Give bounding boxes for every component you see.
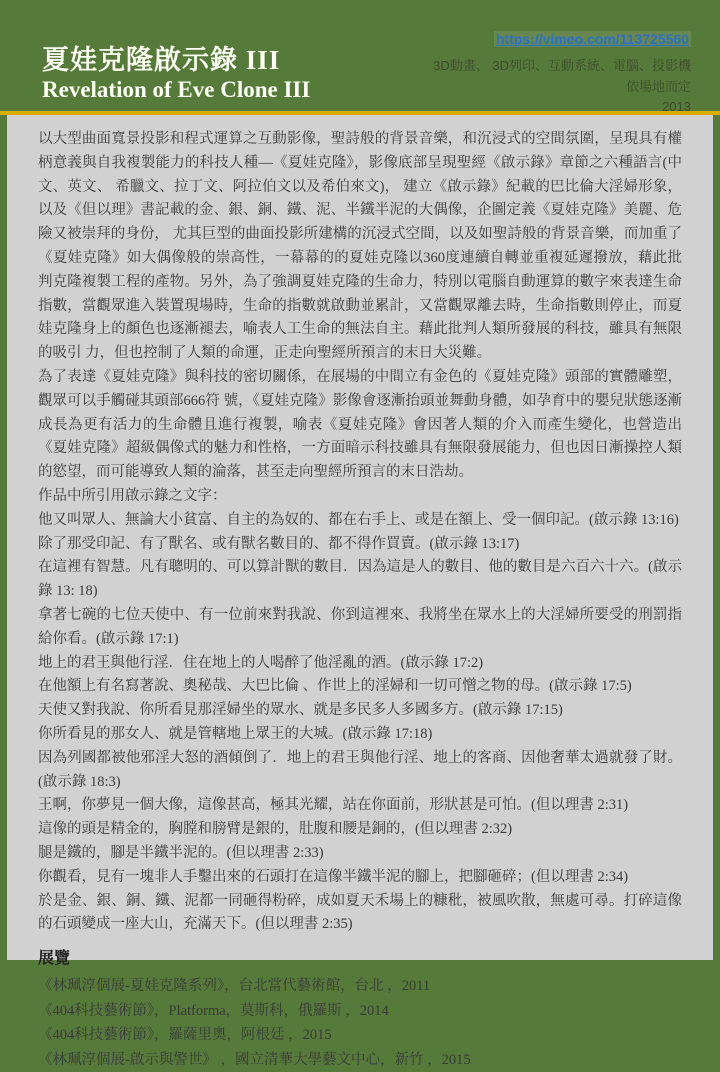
scripture-quote: 腿是鐵的，腳是半鐵半泥的。(但以理書 2:33) [38,844,324,861]
scripture-quote: 在這裡有智慧。凡有聰明的、可以算計獸的數目．因為這是人的數目、他的數目是六百六十六。(啟示錄 13: 18) [38,559,682,600]
scripture-quote: 於是金、銀、銅、鐵、泥都一同砸得粉碎，成如夏天禾場上的糠秕，被風吹散，無處可尋。打碎這像的石頭變成一座大山，充滿天下。(但以理書 2:35) [38,892,682,933]
exhibition-item: 《林珮淳個展-夏娃克隆系列》，台北當代藝術館，台北 ，2011 [38,978,431,995]
scripture-quote: 在他額上有名寫著說、奧秘哉、大巴比倫 、作世上的淫婦和一切可憎之物的母。(啟示錄 17:5) [38,678,632,695]
vimeo-link[interactable]: https://vimeo.com/113725560 [496,31,689,47]
exhibition-item: 《林珮淳個展-啟示與警世》 ，國立清華大學藝文中心，新竹 ，2015 [38,1051,471,1068]
description-paragraph: 為了表達《夏娃克隆》與科技的密切關係，在展場的中間立有金色的《夏娃克隆》頭部的實體雕塑，觀眾可以手觸碰其頭部666符 號，《夏娃克隆》影像會逐漸抬頭並舞動身體，如孕育中的嬰兒狀態逐漸成長為更有活力的生命體且進行複製，喻表《夏娃克隆》會因著人類的介入而產生變化，也營造出《夏娃克隆》超級偶像式的魅力和性格，一方面暗示科技雖具有無限發展能力，但也因日漸操控人類的慾望，而可能導致人類的淪落，甚至走向聖經所預言的末日浩劫。 [38,368,682,481]
scripture-quote: 地上的君王與他行淫．住在地上的人喝醉了他淫亂的酒。(啟示錄 17:2) [38,654,484,671]
content-panel [7,115,713,1068]
dimensions-line: 依場地而定 [625,78,691,94]
scripture-quote: 天使又對我說、你所看見那淫婦坐的眾水、就是多民多人多國多方。(啟示錄 17:15) [38,702,563,719]
scripture-quotes [38,509,682,937]
exhibition-item: 《404科技藝術節》，羅薩里奧，阿根廷 ，2015 [38,1027,332,1044]
artwork-title-en: Revelation of Eve Clone III [42,77,311,102]
description-paragraphs [38,128,682,485]
title-block [42,44,310,103]
scripture-quote: 王啊，你夢見一個大像，這像甚高，極其光耀，站在你面前，形狀甚是可怕。(但以理書 2:31) [38,797,629,814]
scripture-quote: 他又叫眾人、無論大小貧富、自主的為奴的、都在右手上、或是在額上、受一個印記。(啟示錄 13:16) [38,511,679,528]
scripture-quote: 因為列國都被他邪淫大怒的酒傾倒了．地上的君王與他行淫、地上的客商、因他奢華太過就發了財。(啟示錄 18:3) [38,749,682,790]
scripture-quote: 你所看見的那女人、就是管轄地上眾王的大城。(啟示錄 17:18) [38,725,433,742]
scripture-quote: 你觀看，見有一塊非人手鑿出來的石頭打在這像半鐵半泥的腳上，把腳砸碎；(但以理書 2:34) [38,868,629,885]
page-header [0,0,720,114]
exhibition-heading: 展覽 [38,950,71,968]
scripture-quote: 拿著七碗的七位天使中、有一位前來對我說、你到這裡來、我將坐在眾水上的大淫婦所要受的刑罰指給你看。(啟示錄 17:1) [38,606,682,647]
artwork-title-zh: 夏娃克隆啟示錄 III [42,45,281,75]
year-line: 2013 [662,99,691,114]
description-paragraph: 以大型曲面寬景投影和程式運算之互動影像，聖詩般的背景音樂，和沉浸式的空間氛圍，呈現具有權柄意義與自我複製能力的科技人種—《夏娃克隆》，影像底部呈現聖經《啟示錄》章節之六種語言(中文、英文、 希臘文、拉丁文、阿拉伯文以及希伯來文)， 建立《啟示錄》紀載的巴比倫大淫婦形象， 以及《但以理》書記載的金、銀、銅、鐵、泥、半鐵半泥的大偶像，企圖定義《夏娃克隆》美麗、危險又被崇拜的身份， 尤其巨型的曲面投影所建構的沉浸式空間，以及如聖詩般的背景音樂，而加重了《夏娃克隆》如大偶像般的崇高性，一幕幕的的夏娃克隆以360度連續自轉並重複延遲撥放，藉此批判克隆複製工程的產物。另外，為了強調夏娃克隆的生命力，特別以電腦自動運算的數字來表達生命指數，當觀眾進入裝置現場時，生命的指數就啟動並累計，又當觀眾離去時，生命指數則停止，而夏娃克隆身上的顏色也逐漸褪去，喻表人工生命的無法自主。藉此批判人類所發展的科技，雖具有無限的吸引 力，但也控制了人類的命運，正走向聖經所預言的末日大災難。 [38,131,682,362]
exhibition-item: 《404科技藝術節》，Platforma，莫斯科，俄羅斯 ，2014 [38,1002,389,1019]
exhibition-list [38,974,682,1072]
media-line: 3D動畫、 3D列印、互動系統、電腦、投影機 [433,58,691,73]
artwork-meta-block [433,31,691,118]
scripture-quote: 這像的頭是精金的，胸膛和膀臂是銀的，肚腹和腰是銅的，(但以理書 2:32) [38,821,513,838]
scripture-quote: 除了那受印記、有了獸名、或有獸名數目的、都不得作買賣。(啟示錄 13:17) [38,535,520,552]
quotes-intro: 作品中所引用啟示錄之文字： [38,487,227,504]
